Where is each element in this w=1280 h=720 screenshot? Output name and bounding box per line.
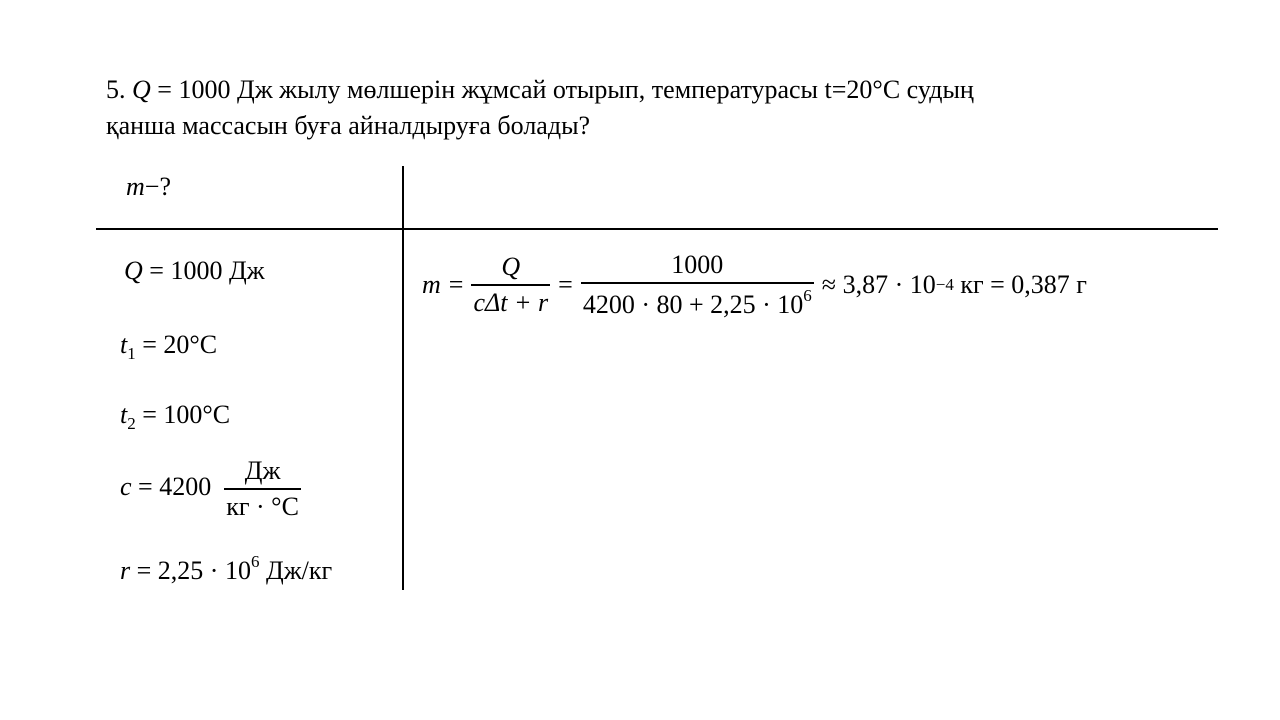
given-t2 — [120, 400, 230, 434]
given-c-symbol: c — [120, 471, 132, 501]
problem-q-value: = 1000 — [157, 75, 231, 104]
solution-approx-exp: −4 — [935, 275, 954, 294]
given-q — [124, 256, 265, 286]
given-c-unit-num: Дж — [244, 456, 281, 485]
solution-fraction-1 — [471, 252, 550, 318]
horizontal-divider — [96, 228, 1218, 230]
given-t1-value: = 20°C — [135, 330, 218, 359]
solution-frac1-den: cΔt + r — [471, 284, 550, 318]
problem-statement — [106, 72, 974, 144]
solution-approx: ≈ 3,87 · 10 — [821, 270, 936, 299]
solution-frac2-num: 1000 — [671, 250, 724, 279]
given-q-symbol: Q — [124, 256, 143, 285]
solution-frac1-num: Q — [501, 252, 521, 281]
problem-line-1 — [106, 72, 974, 108]
solution-frac2-den-base: 4200 · 80 + 2,25 · 10 — [582, 290, 804, 319]
given-t2-symbol: t — [120, 400, 128, 429]
given-t1 — [120, 330, 217, 364]
find-unknown — [126, 172, 171, 202]
solution-formula — [422, 250, 1087, 320]
solution-fraction-2 — [581, 250, 814, 320]
solution-frac2-den-exp: 6 — [803, 286, 812, 305]
solution-m: m — [422, 270, 441, 299]
given-r-value: = 2,25 · 10 — [130, 556, 251, 585]
solution-result: кг = 0,387 г — [953, 270, 1087, 299]
given-r — [120, 552, 332, 586]
given-r-unit: Дж/кг — [259, 556, 333, 585]
solution-eq2: = — [558, 270, 573, 299]
given-q-value: = 1000 Дж — [142, 256, 265, 285]
given-c-value: = 4200 — [131, 471, 218, 501]
given-t1-sub: 1 — [127, 344, 136, 363]
problem-number: 5. — [106, 75, 126, 104]
given-c — [120, 456, 301, 522]
given-c-unit-fraction — [224, 456, 301, 522]
problem-line-1-rest: Дж жылу мөлшерін жұмсай отырып, температурасы t=20°C судың — [236, 75, 974, 104]
given-c-unit-den: кг · °C — [224, 488, 301, 522]
problem-q-symbol: Q — [132, 75, 151, 104]
solution-frac2-den — [581, 282, 814, 320]
find-symbol: m — [126, 172, 145, 201]
solution-eq1: = — [448, 270, 464, 299]
given-t2-value: = 100°C — [135, 400, 231, 429]
find-text: −? — [144, 172, 171, 201]
given-t2-sub: 2 — [127, 414, 136, 433]
given-r-exp: 6 — [250, 552, 260, 571]
given-r-symbol: r — [120, 556, 131, 585]
given-t1-symbol: t — [120, 330, 128, 359]
problem-line-2: қанша массасын буға айналдыруға болады? — [106, 111, 591, 140]
